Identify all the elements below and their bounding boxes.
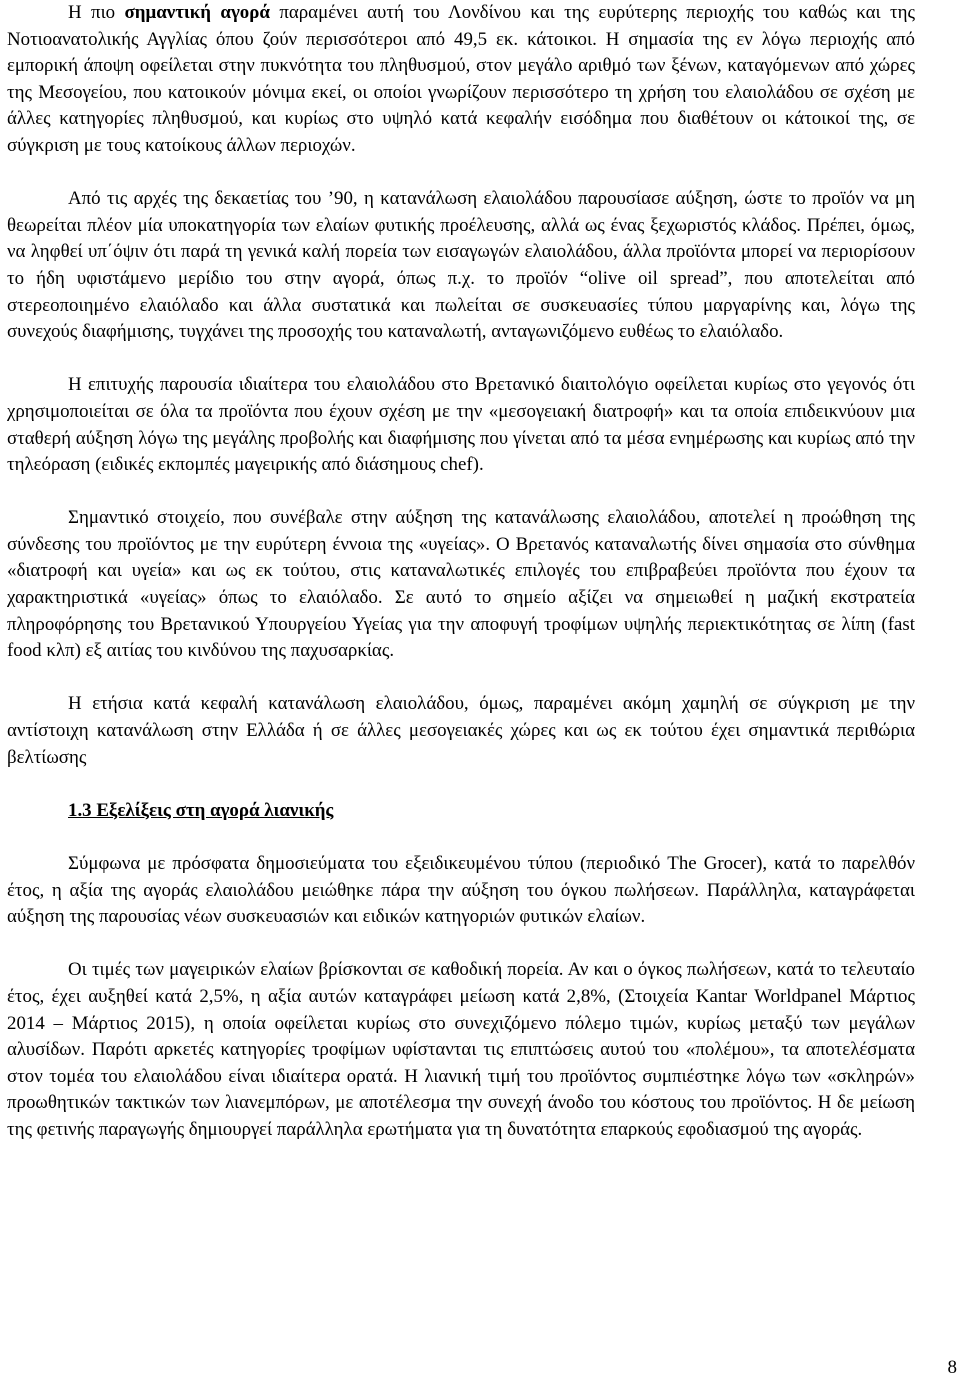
paragraph-text: Η πιο: [68, 2, 125, 23]
bold-emphasis: σημαντική αγορά: [124, 2, 270, 23]
paragraph-consumption-90s: Από τις αρχές της δεκαετίας του ’90, η κατανάλωση ελαιολάδου παρουσίασε αύξηση, ώστε το προϊόν να μη θεωρείται πλέον μία υποκατηγορία των ελαίων φυτικής προέλευσης, αλλά ως ένας ξεχωριστός κλάδος. Πρέπει, όμως, να ληφθεί υπ΄όψιν ότι παρά τη γενικά καλή πορεία των εισαγωγών ελαιολάδου, άλλα προϊόντα μπορεί να περιορίσουν το ήδη υφιστάμενο μερίδιο του στην αγορά, όπως π.χ. το προϊόν “olive oil spread”, που αποτελείται από στερεοποιημένο ελαιόλαδο και άλλα συστατικά και πωλείται σε συσκευασίες τύπου μαργαρίνης και, λόγω της συνεχούς διαφήμισης, τυγχάνει της προσοχής του καταναλωτή, ανταγωνιζόμενο ευθέως το ελαιόλαδο.: [7, 188, 915, 343]
paragraph-prices: Οι τιμές των μαγειρικών ελαίων βρίσκονται σε καθοδική πορεία. Αν και ο όγκος πωλήσεων, κατά το τελευταίο έτος, έχει αυξηθεί κατά 2,5%, η αξία αυτών καταγράφει μείωση κατά 2,8%, (Στοιχεία Kantar Worldpanel Μάρτιος 2014 – Μάρτιος 2015), η οποία οφείλεται κυρίως στο συνεχιζόμενο πόλεμο τιμών, κυρίως μεταξύ των μεγάλων αλυσίδων. Παρότι αρκετές κατηγορίες τροφίμων υφίστανται τις επιπτώσεις αυτού του «πολέμου», τα αποτελέσματα στον τομέα του ελαιολάδου είναι ιδιαίτερα ορατά. Η λιανική τιμή του προϊόντος συμπιέστηκε λόγω των «σκληρών» προωθητικών τακτικών των λιανεμπόρων, με αποτέλεσμα την συνεχή άνοδο του κόστους του προϊόντος. Η δε μείωση της φετινής παραγωγής δημιουργεί παράλληλα ερωτήματα για τη δυνατότητα επαρκούς εφοδιασμού της αγοράς.: [7, 959, 915, 1140]
paragraph-spacer: [7, 931, 915, 958]
paragraph-health: Σημαντικό στοιχείο, που συνέβαλε στην αύξηση της κατανάλωσης ελαιολάδου, αποτελεί η προώθηση της σύνδεσης του προϊόντος με την ευρύτερη έννοια της «υγείας». Ο Βρετανός καταναλωτής δίνει σημασία στο σύνθημα «διατροφή και υγεία» και ως εκ τούτου, στις καταναλωτικές επιλογές του επιβραβεύει προϊόντα που έχουν τα χαρακτηριστικά «υγείας» όπως το ελαιόλαδο. Σε αυτό το σημείο αξίζει να σημειωθεί η μαζική εκστρατεία πληροφόρησης του Βρετανικού Υπουργείου Υγείας για την αποφυγή τροφίμων υψηλής περιεκτικότητας σε λίπη (fast food κλπ) εξ αιτίας του κινδύνου της παχυσαρκίας.: [7, 507, 915, 662]
paragraph-spacer: [7, 824, 915, 851]
paragraph-mediterranean-diet: Η επιτυχής παρουσία ιδιαίτερα του ελαιολάδου στο Βρετανικό διαιτολόγιο οφείλεται κυρίως στο γεγονός ότι χρησιμοποιείται σε όλα τα προϊόντα που έχουν σχέση με την «μεσογειακή διατροφή» και τα οποία επιδεικνύουν μια σταθερή αύξηση λόγω της μεγάλης προβολής και διαφήμισης που γίνεται από τα μέσα ενημέρωσης και κυρίως από την τηλεόραση (ειδικές εκπομπές μαγειρικής από διάσημους chef).: [7, 374, 915, 476]
paragraph-spacer: [7, 771, 915, 798]
paragraph-per-capita: Η ετήσια κατά κεφαλή κατανάλωση ελαιολάδου, όμως, παραμένει ακόμη χαμηλή σε σύγκριση με την αντίστοιχη κατανάλωση στην Ελλάδα ή σε άλλες μεσογειακές χώρες και ως εκ τούτου έχει σημαντικά περιθώρια βελτίωσης: [7, 693, 915, 768]
document-page: [7, 0, 915, 1144]
page-number: 8: [947, 1357, 957, 1378]
section-heading: 1.3 Εξελίξεις στη αγορά λιανικής: [68, 799, 334, 821]
paragraph-retail-grocer: Σύμφωνα με πρόσφατα δημοσιεύματα του εξειδικευμένου τύπου (περιοδικό The Grocer), κατά το παρελθόν έτος, η αξία της αγοράς ελαιολάδου μειώθηκε πάρα την αύξηση του όγκου πωλήσεων. Παράλληλα, καταγράφεται αύξηση της παρουσίας νέων συσκευασιών και ειδικών κατηγοριών φυτικών ελαίων.: [7, 853, 915, 928]
paragraph-spacer: [7, 665, 915, 692]
paragraph-spacer: [7, 160, 915, 187]
paragraph-text: παραμένει αυτή του Λονδίνου και της ευρύτερης περιοχής του καθώς και της Νοτιοανατολικής Αγγλίας όπου ζούν περισσότεροι από 49,5 εκ. κάτοικοι. Η σημασία της εν λόγω περιοχής από εμπορική άποψη οφείλεται στην πυκνότητα του πληθυσμού, στον μεγάλο αριθμό των ξένων, καταγόμενων από χώρες της Μεσογείου, που κατοικούν μόνιμα εκεί, οι οποίοι γνωρίζουν περισσότερο τη χρήση του ελαιολάδου σε σχέση με άλλες κατηγορίες πληθυσμού, και κυρίως στο υψηλό κατά κεφαλήν εισόδημα που διαθέτουν οι κάτοικοί της, σε σύγκριση με τους κατοίκους άλλων περιοχών.: [7, 2, 915, 156]
paragraph-london-market: [7, 0, 915, 160]
paragraph-spacer: [7, 346, 915, 373]
paragraph-spacer: [7, 479, 915, 506]
